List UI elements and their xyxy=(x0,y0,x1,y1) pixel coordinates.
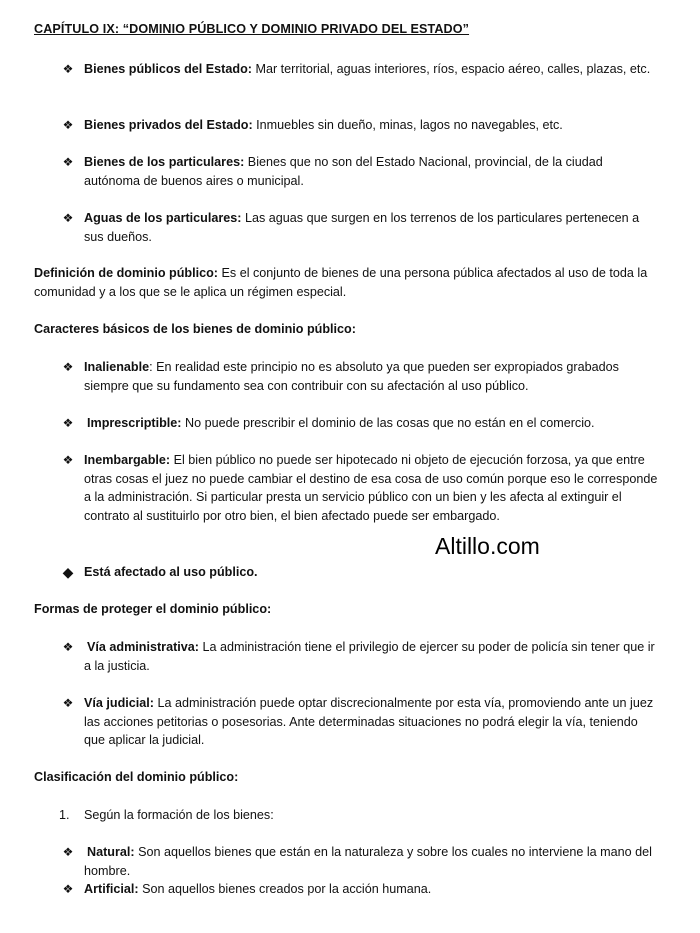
bullet-icon: ❖ xyxy=(62,696,74,710)
term: Aguas de los particulares: xyxy=(84,211,242,225)
list-item-via-judicial xyxy=(59,694,659,750)
list-item-natural xyxy=(59,843,659,880)
description: Son aquellos bienes creados por la acción humana. xyxy=(138,882,432,896)
afectado-text: Está afectado al uso público. xyxy=(84,565,258,579)
term: Vía administrativa: xyxy=(87,640,199,654)
bullet-icon: ❖ xyxy=(62,62,74,76)
description: Las aguas que surgen en los terrenos de los particulares pertenecen a sus dueños. xyxy=(84,211,640,244)
list-item-bienes-privados xyxy=(59,116,659,135)
term: Imprescriptible: xyxy=(87,416,182,430)
description: Es el conjunto de bienes de una persona pública afectados al uso de toda la comunidad y a los que se le aplica un régimen especial. xyxy=(34,266,648,299)
list-item-inembargable xyxy=(59,451,659,525)
list-item-bienes-particulares xyxy=(59,153,659,190)
clasificacion-heading: Clasificación del dominio público: xyxy=(34,770,239,784)
formas-heading: Formas de proteger el dominio público: xyxy=(34,602,272,616)
watermark-text: Altillo.com xyxy=(435,533,540,559)
description: La administración puede optar discrecionalmente por esta vía, promoviendo ante un juez las acciones petitorias o posesorias. Ante determinadas situaciones no podrá elegir la vía, teniendo que aplicar la judicial. xyxy=(84,696,654,748)
definicion-paragraph xyxy=(34,264,654,301)
term: Bienes de los particulares: xyxy=(84,155,245,169)
list-item-imprescriptible xyxy=(59,414,659,433)
description: Mar territorial, aguas interiores, ríos, espacio aéreo, calles, plazas, etc. xyxy=(251,62,651,76)
list-item-aguas-particulares xyxy=(59,209,659,246)
item-text: Según la formación de los bienes: xyxy=(84,808,274,822)
caracteres-heading: Caracteres básicos de los bienes de dominio público: xyxy=(34,322,356,336)
numbered-item xyxy=(59,806,274,825)
list-item-via-administrativa xyxy=(59,638,659,675)
description: : En realidad este principio no es absoluto ya que pueden ser expropiados grabados siempre que su fundamento sea con contribuir con su afectación al uso público. xyxy=(84,360,619,393)
chapter-title: CAPÍTULO IX: “DOMINIO PÚBLICO Y DOMINIO PRIVADO DEL ESTADO” xyxy=(34,22,470,36)
description: El bien público no puede ser hipotecado ni objeto de ejecución forzosa, ya que entre otras cosas el juez no puede cambiar el destino de esa cosa de uso común porque eso le corresponde a la administración. Si particular presta un servicio público con un bien y les afecta al extinguir el contrato al sustituirlo por otro bien, el bien afectado puede ser embargado. xyxy=(84,453,658,523)
description: No puede prescribir el dominio de las cosas que no están en el comercio. xyxy=(181,416,595,430)
bullet-icon: ❖ xyxy=(62,211,74,225)
list-item-artificial xyxy=(59,880,659,899)
bullet-icon: ❖ xyxy=(62,640,74,654)
description: La administración tiene el privilegio de ejercer su poder de policía sin tener que ir a la justicia. xyxy=(84,640,655,673)
bullet-icon: ❖ xyxy=(62,453,74,467)
list-item-afectado xyxy=(59,563,659,582)
bullet-icon: ❖ xyxy=(62,118,74,132)
term: Bienes privados del Estado: xyxy=(84,118,253,132)
item-number: 1. xyxy=(59,808,70,822)
bullet-icon: ❖ xyxy=(62,882,74,896)
term: Inalienable xyxy=(84,360,150,374)
bullet-icon: ❖ xyxy=(62,155,74,169)
term: Artificial: xyxy=(84,882,139,896)
term: Inembargable: xyxy=(84,453,171,467)
term: Definición de dominio público: xyxy=(34,266,218,280)
description: Inmuebles sin dueño, minas, lagos no navegables, etc. xyxy=(252,118,563,132)
diamond-bullet-icon: ◆ xyxy=(62,564,74,580)
list-item-inalienable xyxy=(59,358,659,395)
bullet-icon: ❖ xyxy=(62,360,74,374)
term: Vía judicial: xyxy=(84,696,154,710)
bullet-icon: ❖ xyxy=(62,845,74,859)
bullet-icon: ❖ xyxy=(62,416,74,430)
description: Son aquellos bienes que están en la naturaleza y sobre los cuales no interviene la mano del hombre. xyxy=(84,845,652,878)
term: Natural: xyxy=(87,845,135,859)
description: Bienes que no son del Estado Nacional, provincial, de la ciudad autónoma de buenos aires o municipal. xyxy=(84,155,603,188)
term: Bienes públicos del Estado: xyxy=(84,62,252,76)
list-item-bienes-publicos xyxy=(59,60,659,79)
